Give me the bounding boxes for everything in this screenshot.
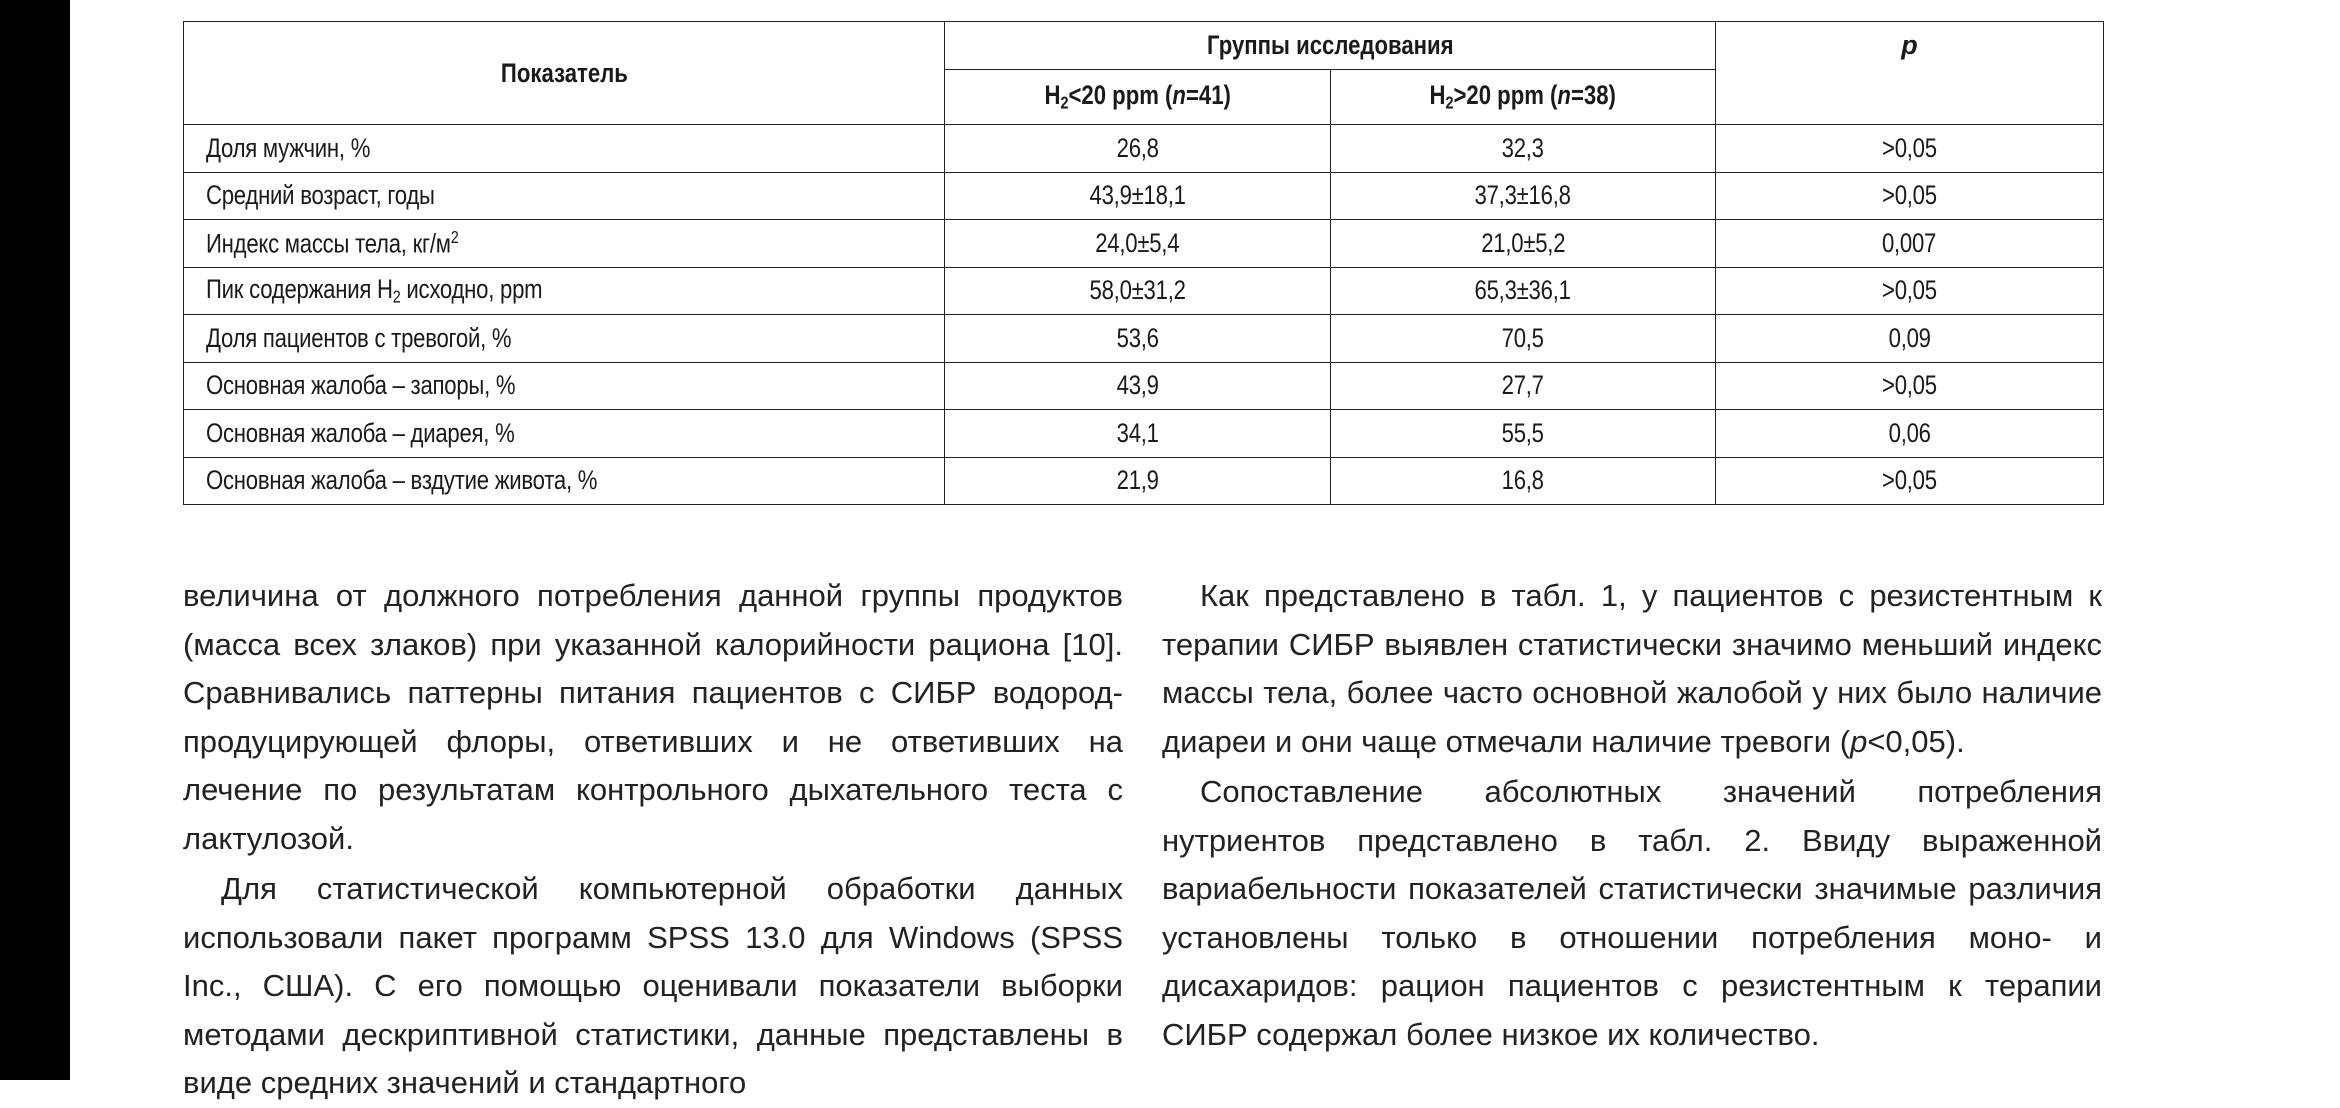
paragraph: Как представлено в табл. 1, у пациентов с резистентным к терапии СИБР выявлен статистически значимо меньший индекс массы тела, более часто основной жалобой у них было наличие диареи и они чаще отмечали наличие тревоги (p<0,05). — [1162, 578, 2102, 759]
table-row — [184, 315, 2104, 363]
cell-group-2: 65,3±36,1 — [1331, 267, 1716, 315]
table-row — [184, 267, 2104, 315]
page-edge-bar — [0, 0, 70, 1080]
row-label: Основная жалоба – диарея, % — [184, 410, 945, 458]
table-row — [184, 125, 2104, 173]
paragraph: Сопоставление абсолютных значений потребления нутриентов представлено в табл. 2. Ввиду выраженной вариабельности показателей статистически значимые различия установлены только в отношении потребления моно- и дисахаридов: рацион пациентов с резистентным к терапии СИБР содержал более низкое их количество. — [1162, 774, 2102, 1052]
cell-group-2: 21,0±5,2 — [1331, 220, 1716, 268]
cell-group-2: 55,5 — [1331, 410, 1716, 458]
table-row — [184, 362, 2104, 410]
cell-p: 0,06 — [1716, 410, 2104, 458]
cell-p: >0,05 — [1716, 362, 2104, 410]
cell-group-2: 32,3 — [1331, 125, 1716, 173]
row-label: Доля пациентов с тревогой, % — [184, 315, 945, 363]
text-column-right — [1162, 572, 2102, 1059]
row-label: Средний возраст, годы — [184, 172, 945, 220]
header-p: p — [1716, 22, 2104, 125]
cell-p: >0,05 — [1716, 125, 2104, 173]
row-label: Доля мужчин, % — [184, 125, 945, 173]
cell-group-1: 34,1 — [945, 410, 1331, 458]
header-groups: Группы исследования — [945, 22, 1716, 70]
row-label: Основная жалоба – запоры, % — [184, 362, 945, 410]
cell-group-2: 27,7 — [1331, 362, 1716, 410]
cell-group-1: 53,6 — [945, 315, 1331, 363]
cell-group-1: 43,9±18,1 — [945, 172, 1331, 220]
row-label: Основная жалоба – вздутие живота, % — [184, 457, 945, 505]
cell-group-1: 24,0±5,4 — [945, 220, 1331, 268]
row-label: Пик содержания $H_2$ исходно, ppm — [184, 267, 945, 315]
results-table — [183, 21, 2104, 505]
cell-p: >0,05 — [1716, 457, 2104, 505]
table-row — [184, 220, 2104, 268]
table-row — [184, 410, 2104, 458]
table-1 — [183, 21, 2103, 505]
paragraph: Для статистической компьютерной обработки данных использовали пакет программ SPSS 13.0 для Windows (SPSS Inc., США). С его помощью оценивали показатели выборки методами дескриптивной статистики, данные представлены в виде средних значений и стандартного — [183, 871, 1123, 1100]
header-group-2: $H_2>20$ ppm (n=38) — [1331, 70, 1716, 125]
cell-group-1: 43,9 — [945, 362, 1331, 410]
cell-p: 0,007 — [1716, 220, 2104, 268]
text-column-left — [183, 572, 1123, 1108]
cell-group-2: 16,8 — [1331, 457, 1716, 505]
cell-p: >0,05 — [1716, 267, 2104, 315]
table-row — [184, 172, 2104, 220]
cell-p: 0,09 — [1716, 315, 2104, 363]
header-indicator: Показатель — [184, 22, 945, 125]
cell-p: >0,05 — [1716, 172, 2104, 220]
paragraph: величина от должного потребления данной группы продуктов (масса всех злаков) при указанной калорийности рациона [10]. Сравнивались паттерны питания пациентов с СИБР водород-продуцирующей флоры, ответивших и не ответивших на лечение по результатам контрольного дыхательного теста с лактулозой. — [183, 578, 1123, 856]
cell-group-2: 70,5 — [1331, 315, 1716, 363]
cell-group-2: 37,3±16,8 — [1331, 172, 1716, 220]
cell-group-1: 58,0±31,2 — [945, 267, 1331, 315]
header-group-1: $H_2<20$ ppm (n=41) — [945, 70, 1331, 125]
table-row — [184, 457, 2104, 505]
cell-group-1: 21,9 — [945, 457, 1331, 505]
row-label: Индекс массы тела, $кг/м^2$ — [184, 220, 945, 268]
cell-group-1: 26,8 — [945, 125, 1331, 173]
